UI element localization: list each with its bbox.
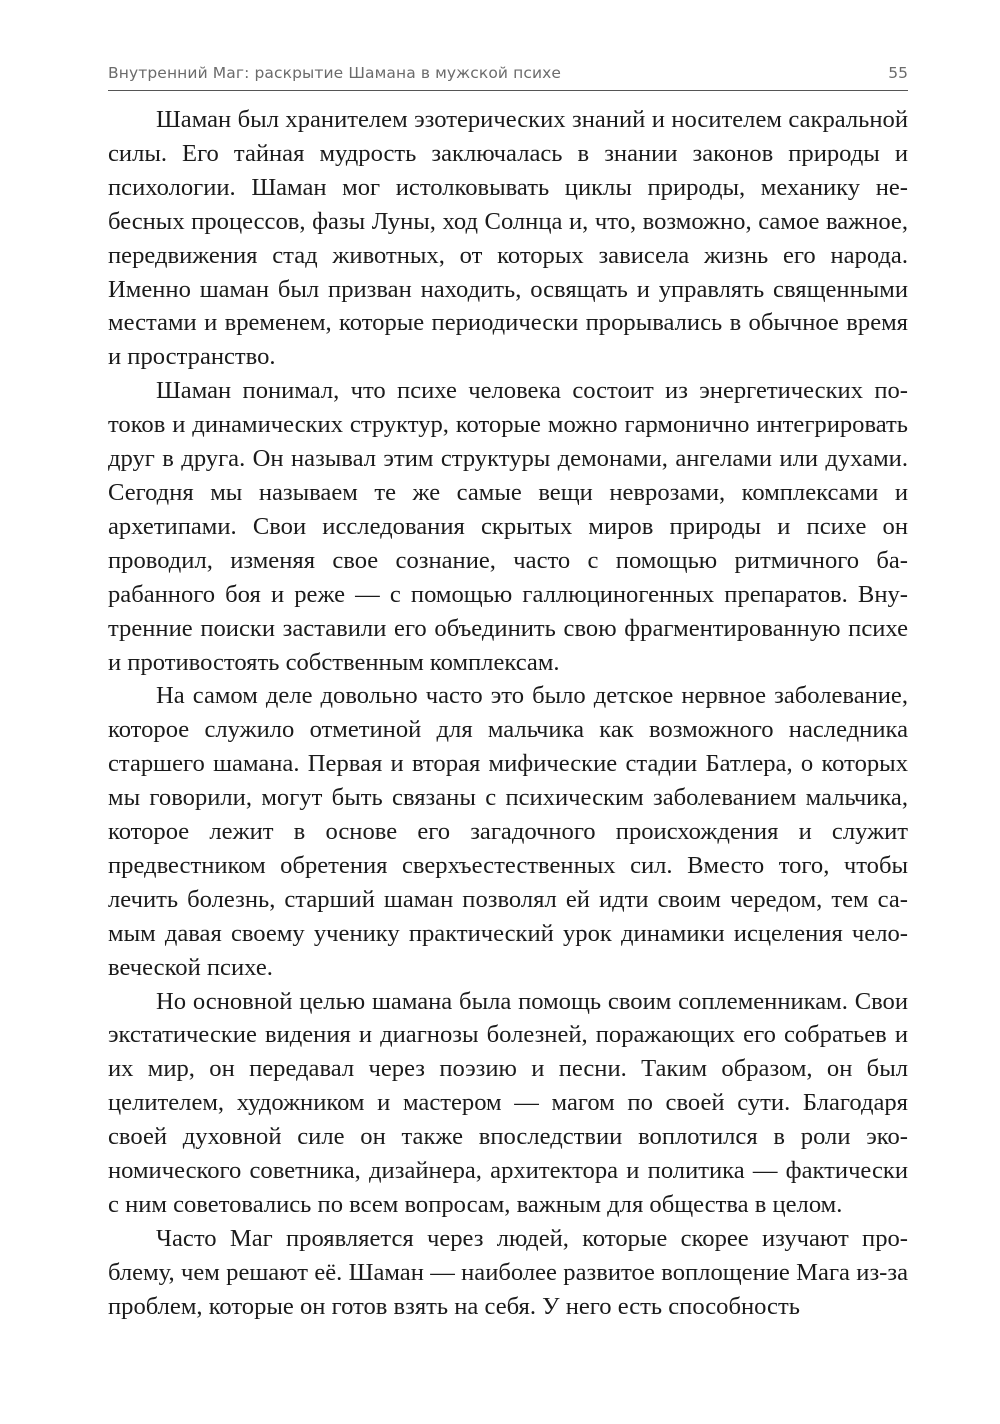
page-number: 55 <box>888 64 908 82</box>
paragraph: Шаман был хранителем эзотерических знаний и носителем сакральной силы. Его тайная мудрость заключалась в знании законов природы и психологии. Шаман мог истолковывать циклы природы, механику небесных процессов, фазы Луны, ход Солнца и, что, возможно, самое важное, передвижения стад животных, от которых зависела жизнь его народа. Именно шаман был призван находить, освящать и управлять священными местами и временем, которые периодически прорывались в обычное время и пространство. <box>108 106 908 371</box>
paragraph: На самом деле довольно часто это было детское нервное заболевание, которое служило отметиной для мальчика как возможного наследника старшего шамана. Первая и вторая мифические стадии Батлера, о которых мы говорили, могут быть связаны с психическим заболеванием мальчика, которое лежит в основе его загадочного происхождения и служит предвестником обретения сверхъестественных сил. Вместо того, чтобы лечить болезнь, старший шаман позволял ей идти своим чередом, тем самым давая своему ученику практический урок динамики исцеления человеческой психе. <box>108 682 908 981</box>
paragraph: Но основной целью шамана была помощь своим соплеменникам. Свои экстатические видения и диагнозы болезней, поражающих его собратьев и их мир, он передавал через поэзию и песни. Таким образом, он был целителем, художником и мастером — магом по своей сути. Благодаря своей духовной силе он также впоследствии воплотился в роли экономического советника, дизайнера, архитектора и политика — фактически с ним советовались по всем вопросам, важным для общества в целом. <box>108 987 908 1218</box>
paragraph: Шаман понимал, что психе человека состоит из энергетических потоков и динамических структур, которые можно гармонично интегрировать друг в друга. Он называл этим структуры демонами, ангелами или духами. Сегодня мы называем те же самые вещи неврозами, комплексами и архетипами. Свои исследования скрытых миров природы и психе он проводил, изменяя свое сознание, часто с помощью ритмичного барабанного боя и реже — с помощью галлюциногенных препаратов. Внутренние поиски заставили его объединить свою фрагментированную психе и противостоять собственным комплексам. <box>108 377 908 676</box>
page-header <box>108 60 908 91</box>
paragraph: Часто Маг проявляется через людей, которые скорее изучают проблему, чем решают её. Шаман — наиболее развитое воплощение Мага из-за проблем, которые он готов взять на себя. У него есть способность <box>108 1224 908 1320</box>
body-text <box>108 103 908 1324</box>
running-title: Внутренний Маг: раскрытие Шамана в мужской психе <box>108 64 562 82</box>
